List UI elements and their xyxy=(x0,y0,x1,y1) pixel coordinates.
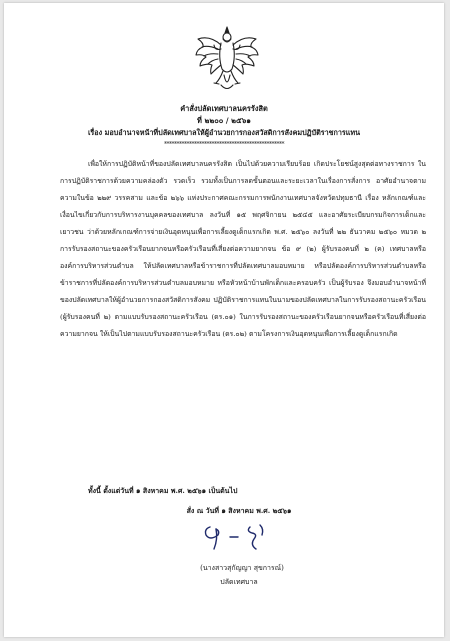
document-page xyxy=(4,3,444,637)
order-number: ที่ ๒๒๐๐ / ๒๕๖๑ xyxy=(197,116,251,125)
effective-date: ทั้งนี้ ตั้งแต่วันที่ ๑ สิงหาคม พ.ศ. ๒๕๖๑ เป็นต้นไป xyxy=(88,486,238,495)
body-paragraph: เพื่อให้การปฏิบัติหน้าที่ของปลัดเทศบาลนครรังสิต เป็นไปด้วยความเรียบร้อย เกิดประโยชน์สูงสุดต่อทางราชการ ในการปฏิบัติราชการด้วยความคล่องตัว รวดเร็ว รวมทั้งเป็นการลดขั้นตอนและระยะเวลาในเรื่องการสั่งการ อาศัยอำนาจตามความในข้อ ๒๒๙ วรรคสาม และข้อ ๒๖๖ แห่งประกาศคณะกรรมการพนักงานเทศบาลจังหวัดปทุมธานี เรื่อง หลักเกณฑ์และเงื่อนไขเกี่ยวกับการบริหารงานบุคคลของเทศบาล ลงวันที่ ๑๕ พฤศจิกายน ๒๕๔๕ และอาศัยระเบียบกรมกิจการเด็กและเยาวชน ว่าด้วยหลักเกณฑ์การจ่ายเงินอุดหนุนเพื่อการเลี้ยงดูเด็กแรกเกิด พ.ศ. ๒๕๖๐ ลงวันที่ ๒๒ ธันวาคม ๒๕๖๐ หมวด ๒ การรับรองสถานะของครัวเรือนยากจนหรือครัวเรือนที่เสี่ยงต่อความยากจน ข้อ ๙ (๒) ผู้รับรองคนที่ ๒ (ค) เทศบาลหรือองค์การบริหารส่วนตำบล ให้ปลัดเทศบาลหรือข้าราชการที่ปลัดเทศบาลมอบหมาย หรือปลัดองค์การบริหารส่วนตำบลหรือข้าราชการที่ปลัดองค์การบริหารส่วนตำบลมอบหมาย หรือหัวหน้าบ้านพักเด็กและครอบครัว เป็นผู้รับรอง จึงมอบอำนาจหน้าที่ของปลัดเทศบาลให้ผู้อำนวยการกองสวัสดิการสังคม ปฏิบัติราชการแทนในนามของปลัดเทศบาลในการรับรองสถานะครัวเรือน (ผู้รับรองคนที่ ๒) ตามแบบรับรองสถานะครัวเรือน (ดร.๐๑) ในการรับรองสถานะของครัวเรือนยากจนหรือครัวเรือนที่เสี่ยงต่อความยากจน ให้เป็นไปตามแบบรับรองสถานะครัวเรือน (ดร.๐๒) ตามโครงการเงินอุดหนุนเพื่อการเลี้ยงดูเด็กแรกเกิด xyxy=(60,160,426,338)
order-title: คำสั่งปลัดเทศบาลนครรังสิต xyxy=(180,104,268,113)
separator-line: ************************************************ xyxy=(164,141,284,148)
order-subject: เรื่อง มอบอำนาจหน้าที่ปลัดเทศบาลให้ผู้อำนวยการกองสวัสดิการสังคมปฏิบัติราชการแทน xyxy=(87,128,361,137)
order-body xyxy=(60,156,426,343)
signer-position: ปลัดเทศบาล xyxy=(220,578,258,586)
garuda-emblem-icon xyxy=(194,23,260,93)
order-date: สั่ง ณ วันที่ ๑ สิงหาคม พ.ศ. ๒๕๖๑ xyxy=(186,506,292,515)
handwritten-signature xyxy=(200,521,278,553)
signer-name: (นางสาวสุกัญญา สุขการณ์) xyxy=(200,564,284,572)
